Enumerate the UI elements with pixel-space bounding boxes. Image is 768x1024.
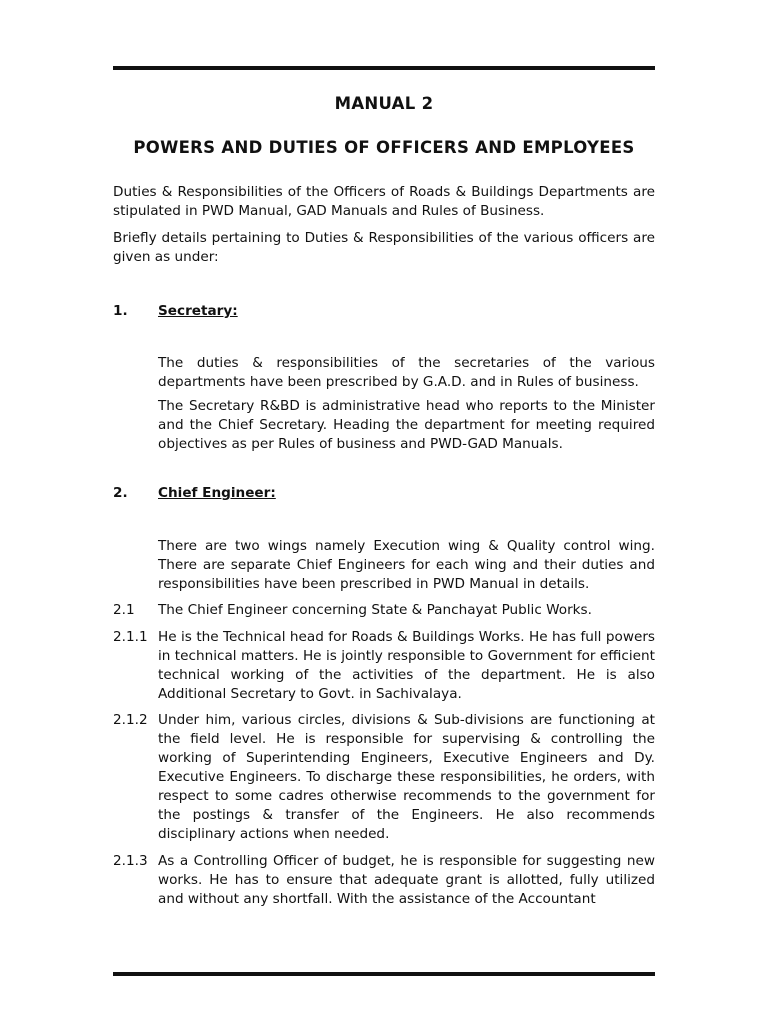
section-title-chief-engineer: Chief Engineer: [158,485,276,501]
item-number: 2.1.2 [113,712,148,728]
intro-paragraph-2: Briefly details pertaining to Duties & Responsibilities of the various officers are given as under: [113,230,655,265]
item-text: Under him, various circles, divisions & Sub-divisions are functioning at the field level. He is responsible for supervising & controlling the working of Superintending Engineers, Executive Engineers and Dy. Executive Engineers. To discharge these responsibilities, he orders, with respect to some cadres otherwise recommends to the government for the postings & transfer of the Engineers. He also recommends disciplinary actions when needed. [158,712,655,842]
page-title: POWERS AND DUTIES OF OFFICERS AND EMPLOYEES [133,138,635,157]
secretary-paragraph-2: The Secretary R&BD is administrative head who reports to the Minister and the Chief Secretary. Heading the department for meeting required objectives as per Rules of business and PWD-GAD Manuals. [158,398,655,452]
section-number: 1. [113,303,128,319]
section-number: 2. [113,485,128,501]
chief-engineer-paragraph-1: There are two wings namely Execution wing & Quality control wing. There are separate Chief Engineers for each wing and their duties and responsibilities have been prescribed in PWD Manual in details. [158,538,655,592]
section-title-secretary: Secretary: [158,303,238,319]
item-number: 2.1 [113,602,135,618]
item-number: 2.1.3 [113,853,148,869]
secretary-paragraph-1: The duties & responsibilities of the secretaries of the various departments have been prescribed by G.A.D. and in Rules of business. [158,355,655,390]
item-text: The Chief Engineer concerning State & Panchayat Public Works. [158,602,592,618]
manual-label: MANUAL 2 [334,94,434,113]
numbered-item [113,601,655,620]
item-number: 2.1.1 [113,629,148,645]
numbered-item [113,711,655,844]
numbered-item [113,852,655,909]
numbered-item [113,628,655,704]
top-rule [113,66,655,70]
intro-paragraph-1: Duties & Responsibilities of the Officers of Roads & Buildings Departments are stipulated in PWD Manual, GAD Manuals and Rules of Business. [113,184,655,219]
bottom-rule [113,972,655,976]
item-text: As a Controlling Officer of budget, he is responsible for suggesting new works. He has to ensure that adequate grant is allotted, fully utilized and without any shortfall. With the assistance of the Accountant [158,853,655,907]
item-text: He is the Technical head for Roads & Buildings Works. He has full powers in technical matters. He is jointly responsible to Government for efficient technical working of the activities of the department. He is also Additional Secretary to Govt. in Sachivalaya. [158,629,655,702]
